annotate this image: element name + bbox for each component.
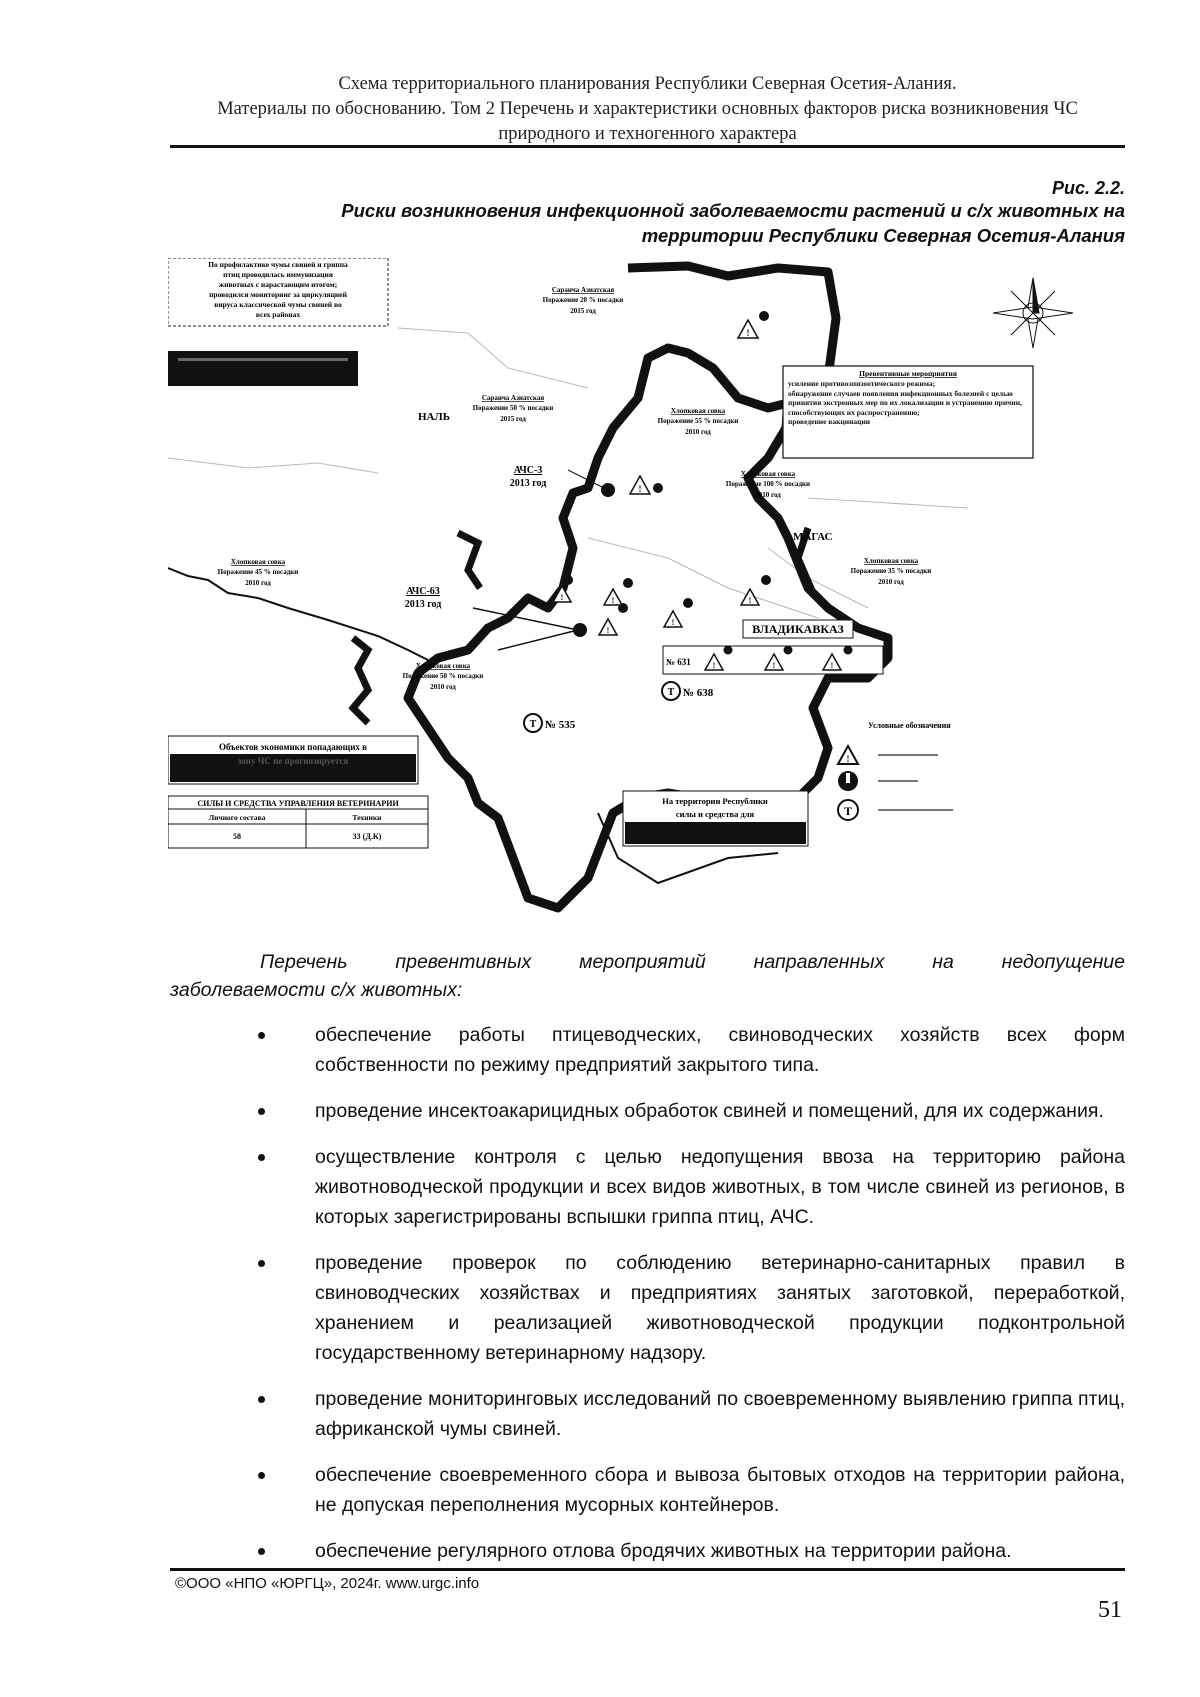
city-label-magas: МАГАС: [793, 531, 833, 543]
forces-table-cell: 33 (Д.К): [352, 832, 382, 841]
outbreak-marker-icon: [563, 575, 573, 585]
svg-text:Поражение 100 % посадки: Поражение 100 % посадки: [725, 480, 811, 488]
outbreak-marker-icon: [618, 603, 628, 613]
bullet-icon: [258, 1548, 265, 1555]
legend-entry-text: [878, 754, 938, 756]
prevention-measures-list: [170, 1020, 1125, 1582]
veterinary-forces-table: [168, 796, 428, 848]
checkpoint-label-631: № 631: [666, 657, 691, 667]
outbreak-marker-icon: [759, 311, 769, 321]
svg-text:Поражение 50 % посадки: Поражение 50 % посадки: [472, 404, 554, 412]
svg-text:Хлопковая совка: Хлопковая совка: [740, 470, 796, 478]
checkpoint-638-icon: [662, 682, 680, 700]
forces-table-cell: 58: [233, 832, 241, 841]
svg-text:!: !: [846, 754, 850, 764]
footer-copyright: ©ООО «НПО «ЮРГЦ», 2024г. www.urgc.info: [175, 1575, 480, 1592]
svg-text:силы и средства для: силы и средства для: [675, 809, 755, 819]
moth-label-1: [658, 407, 739, 436]
figure-title: [240, 198, 1125, 248]
svg-text:Поражение 35 % посадки: Поражение 35 % посадки: [850, 567, 932, 575]
moth-label-2: [726, 470, 810, 499]
svg-text:Хлопковая совка: Хлопковая совка: [863, 557, 919, 565]
asf-outbreak-marker-icon: [601, 483, 615, 497]
checkpoint-535-icon: [524, 714, 542, 732]
svg-text:!: !: [638, 484, 642, 494]
svg-text:На территории Республики: На территории Республики: [662, 796, 768, 806]
intro-paragraph: [170, 948, 1125, 1004]
list-item-text: проведение проверок по соблюдению ветеринарно-санитарных правил в свиноводческих хозяйствах и предприятиях занятых заготовкой, переработкой, хранением и реализацией животноводческой продукции подконтрольной государственному ветеринарному надзору.: [315, 1252, 1125, 1364]
svg-text:Поражение 50 % посадки: Поражение 50 % посадки: [402, 672, 484, 680]
bullet-icon: [258, 1396, 265, 1403]
figure-number: Рис. 2.2.: [1051, 178, 1125, 198]
intro-line-1: Перечень превентивных мероприятий направленных на недопущение: [260, 951, 1125, 973]
legend-entry-text: [878, 809, 953, 811]
forces-table-title: СИЛЫ И СРЕДСТВА УПРАВЛЕНИЯ ВЕТЕРИНАРИИ: [197, 799, 399, 808]
list-item: [170, 1248, 1125, 1368]
svg-text:2010 год: 2010 год: [755, 491, 781, 499]
mid-boundary-segment: [458, 533, 480, 588]
info-line: птиц проводилась иммунизация: [223, 270, 333, 279]
forces-table-header: Техники: [352, 813, 382, 822]
svg-text:2010 год: 2010 год: [685, 428, 711, 436]
bullet-icon: [258, 1154, 265, 1161]
list-item-text: проведение мониторинговых исследований по своевременному выявлению гриппа птиц, африканской чумы свиней.: [315, 1388, 1125, 1440]
svg-text:АЧС-3: АЧС-3: [513, 465, 543, 476]
vladikavkaz-hazard-markers: [663, 646, 883, 675]
svg-text:!: !: [772, 661, 776, 670]
checkpoint-label-638: № 638: [683, 687, 714, 699]
hazard-triangle-icon: [604, 589, 622, 605]
svg-text:Поражение 55 % посадки: Поражение 55 % посадки: [657, 417, 739, 425]
prevention-item: усиление противоэпизоотического режима;: [788, 379, 936, 388]
info-line: всех районах: [255, 310, 301, 319]
legend-checkpoint-icon: [838, 800, 858, 820]
redacted-black-box: [168, 351, 358, 386]
figure-title-line-1: Риски возникновения инфекционной заболеваемости растений и с/х животных на: [341, 200, 1125, 221]
svg-text:!: !: [671, 618, 675, 627]
svg-text:T: T: [667, 687, 675, 698]
outbreak-marker-icon: [683, 598, 693, 608]
page-number: 51: [1098, 1597, 1122, 1623]
locust-label-1: [543, 286, 624, 315]
west-border: [168, 568, 428, 660]
header-line-3: природного и техногенного характера: [498, 124, 797, 144]
svg-text:!: !: [748, 596, 752, 605]
asf-outbreak-marker-icon: [573, 623, 587, 637]
prevention-item: обнаружение случаев появления инфекционных болезней с целью принятия экстренных мер по их локализации и устранению причин, способствующих их распространению;: [788, 388, 1022, 417]
list-item: [170, 1096, 1125, 1126]
list-item-text: проведение инсектоакарицидных обработок свиней и помещений, для их содержания.: [315, 1100, 1104, 1122]
header-line-2: Материалы по обоснованию. Том 2 Перечень и характеристики основных факторов риска возникновения ЧС: [217, 99, 1078, 119]
west-boundary-segment: [353, 638, 368, 723]
checkpoint-label-535: № 535: [545, 719, 576, 731]
header-line-1: Схема территориального планирования Республики Северная Осетия-Алания.: [338, 74, 957, 94]
map-legend: [836, 713, 1128, 853]
hazard-triangle-icon: [738, 320, 758, 338]
city-label-vladikavkaz: ВЛАДИКАВКАЗ: [752, 622, 844, 636]
list-item: [170, 1384, 1125, 1444]
list-item-text: обеспечение своевременного сбора и вывоза бытовых отходов на территории района, не допуская переполнения мусорных контейнеров.: [315, 1464, 1125, 1516]
asf-label-1: [510, 465, 547, 489]
svg-text:2010 год: 2010 год: [430, 683, 456, 691]
list-item-text: обеспечение работы птицеводческих, свиноводческих хозяйств всех форм собственности по режиму предприятий закрытого типа.: [315, 1024, 1125, 1076]
svg-text:Хлопковая совка: Хлопковая совка: [670, 407, 726, 415]
svg-text:!: !: [712, 661, 716, 670]
bullet-icon: [258, 1472, 265, 1479]
list-item-text: обеспечение регулярного отлова бродячих животных на территории района.: [315, 1540, 1012, 1562]
svg-text:Хлопковая совка: Хлопковая совка: [415, 662, 471, 670]
economy-box-line: Объектов экономики попадающих в: [219, 742, 367, 752]
economy-box-line: зону ЧС не прогнозируется: [237, 756, 349, 766]
locust-label-2: [473, 394, 554, 423]
info-line: вируса классической чумы свиней во: [214, 300, 342, 309]
prevention-list: [788, 379, 1028, 457]
svg-text:!: !: [560, 593, 564, 602]
asf-pointer-line: [498, 630, 578, 650]
territory-forces-box: [623, 791, 808, 846]
header-divider: [170, 145, 1125, 148]
moth-label-3: [218, 558, 299, 587]
list-item-text: осуществление контроля с целью недопущения ввоза на территорию района животноводческой продукции и всех видов животных, в том числе свиней из регионов, в которых зарегистрированы вспышки гриппа птиц, АЧС.: [315, 1146, 1125, 1228]
prevention-item: проведение вакцинации: [788, 417, 871, 426]
risk-map: [168, 258, 1128, 930]
info-line: проводился мониторинг за циркуляцией: [209, 290, 347, 299]
bullet-icon: [258, 1032, 265, 1039]
page-header: [170, 72, 1125, 147]
prevention-title: Превентивные мероприятия: [859, 369, 957, 378]
svg-text:Поражение 20 % посадки: Поражение 20 % посадки: [542, 296, 624, 304]
svg-text:Поражение 45 % посадки: Поражение 45 % посадки: [217, 568, 299, 576]
hazard-triangle-icon: [599, 619, 617, 635]
svg-text:Хлопковая совка: Хлопковая совка: [230, 558, 286, 566]
legend-title: Условные обозначения: [868, 721, 951, 730]
legend-outbreak-icon: [838, 771, 858, 791]
forces-table-header: Личного состава: [208, 813, 266, 822]
svg-text:!: !: [611, 596, 615, 605]
svg-text:2015 год: 2015 год: [500, 415, 526, 423]
hazard-triangle-icon: [664, 611, 682, 627]
svg-text:T: T: [529, 719, 537, 730]
black-box-line: [178, 358, 348, 361]
svg-text:T: T: [843, 804, 853, 818]
figure-title-line-2: территории Республики Северная Осетия-Алания: [641, 225, 1125, 246]
svg-text:Саранча Азиатская: Саранча Азиатская: [481, 394, 545, 402]
outbreak-marker-icon: [623, 578, 633, 588]
info-line: животных с нарастающим итогом;: [218, 280, 338, 289]
list-item: [170, 1142, 1125, 1232]
intro-line-2: заболеваемости с/х животных:: [170, 979, 463, 1001]
list-item: [170, 1536, 1125, 1566]
hazard-triangle-icon: [630, 476, 650, 494]
city-label-nalchik: НАЛЬ: [418, 411, 450, 423]
moth-label-4: [851, 557, 932, 586]
bullet-icon: [258, 1260, 265, 1267]
svg-text:Саранча Азиатская: Саранча Азиатская: [551, 286, 615, 294]
info-line: По профилактике чумы свиней и гриппа: [208, 260, 348, 269]
svg-text:!: !: [830, 661, 834, 670]
list-item: [170, 1460, 1125, 1520]
outbreak-marker-icon: [653, 483, 663, 493]
svg-text:!: !: [606, 626, 610, 635]
svg-text:2010 год: 2010 год: [878, 578, 904, 586]
svg-text:2010 год: 2010 год: [245, 579, 271, 587]
list-item: [170, 1020, 1125, 1080]
bullet-icon: [258, 1108, 265, 1115]
footer-divider: [170, 1568, 1125, 1571]
svg-text:АЧС-63: АЧС-63: [406, 586, 440, 597]
svg-text:2015 год: 2015 год: [570, 307, 596, 315]
asf-label-2: [405, 586, 442, 610]
compass-rose-icon: [973, 273, 1093, 353]
outbreak-marker-icon: [761, 575, 771, 585]
legend-entry-text: [878, 780, 918, 782]
svg-text:2013 год: 2013 год: [509, 478, 547, 489]
svg-text:!: !: [746, 328, 750, 338]
svg-text:2013 год: 2013 год: [404, 599, 442, 610]
risk-map-svg: [168, 258, 1128, 930]
